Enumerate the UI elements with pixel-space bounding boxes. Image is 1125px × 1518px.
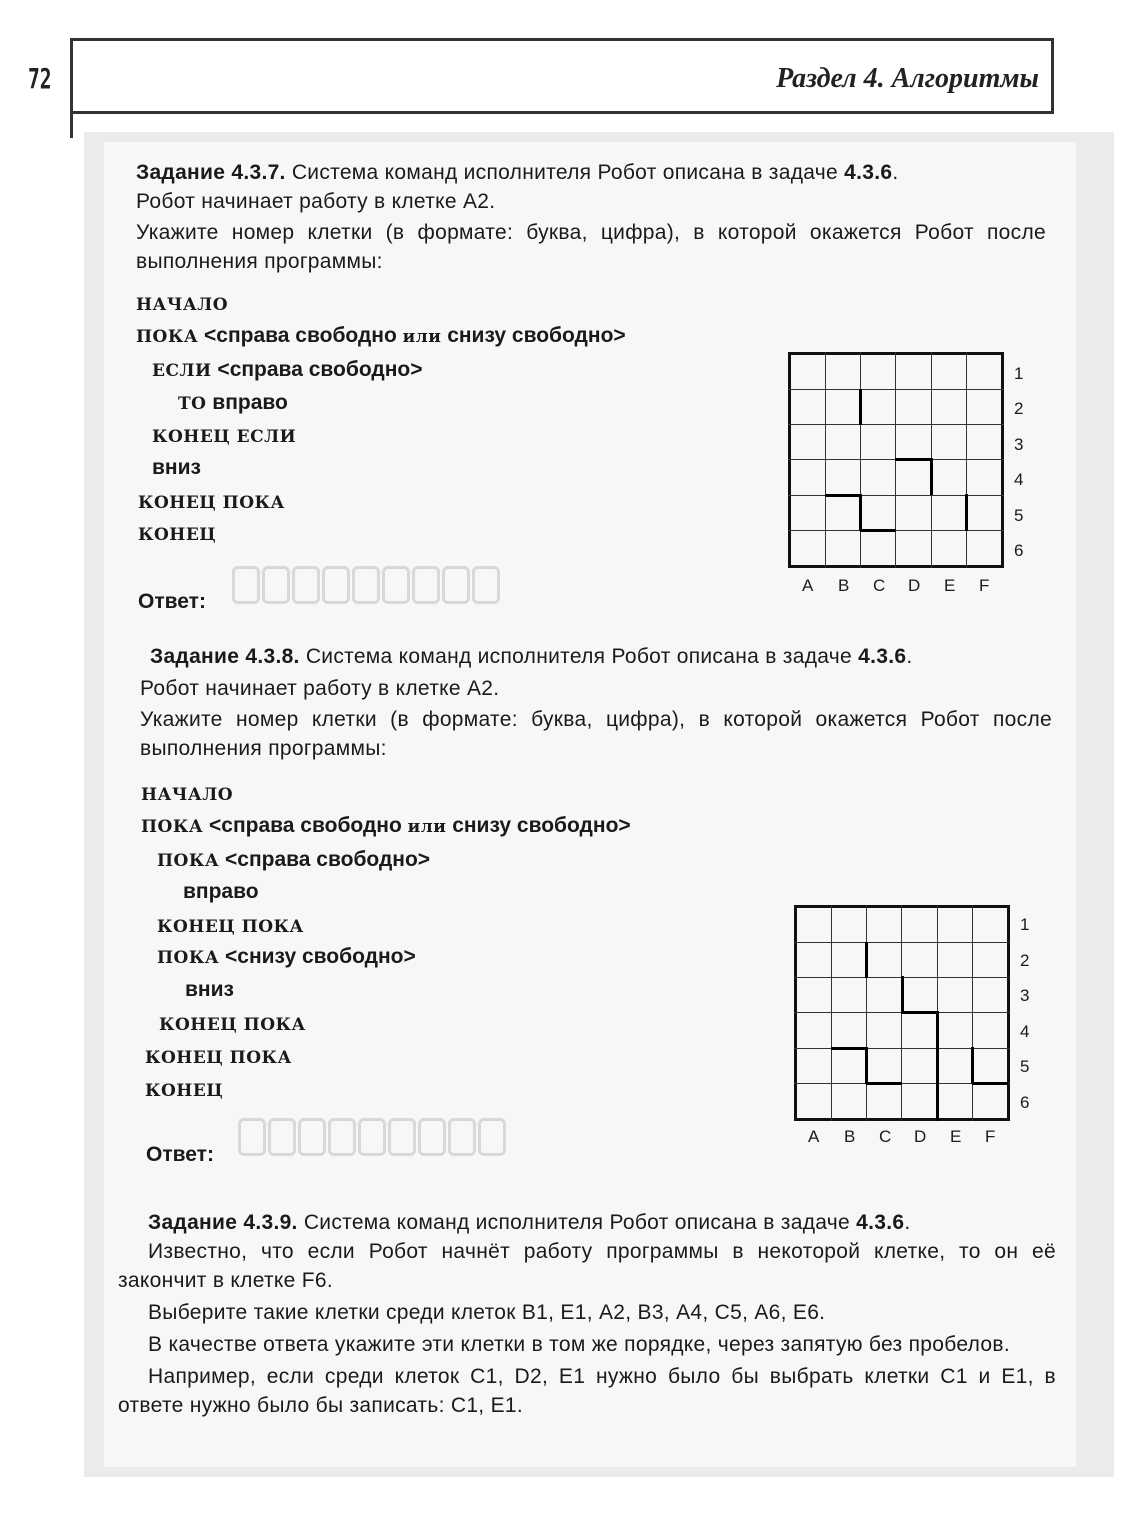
section-header — [70, 38, 1054, 114]
row-label: 3 — [1014, 435, 1024, 454]
task-question: Укажите номер клетки (в формате: буква, цифра), в которой окажется Робот после выполнения программы: — [140, 708, 1052, 760]
section-title: Раздел 4. Алгоритмы — [776, 63, 1039, 94]
wall — [865, 1047, 868, 1084]
header-divider — [70, 112, 73, 138]
row-label: 2 — [1014, 399, 1024, 418]
code-line: КОНЕЦ ПОКА — [159, 1015, 306, 1035]
col-label: F — [985, 1127, 996, 1146]
task-title: Задание 4.3.8. — [150, 645, 300, 668]
row-label: 5 — [1020, 1057, 1030, 1076]
wall — [971, 1047, 974, 1084]
row-label: 5 — [1014, 506, 1024, 525]
code-line: ТО вправо — [178, 391, 288, 414]
code-line: КОНЕЦ — [138, 525, 217, 545]
row-label: 1 — [1014, 364, 1024, 383]
task-start: Робот начинает работу в клетке А2. — [140, 677, 500, 700]
wall — [859, 389, 862, 425]
code-line: вправо — [183, 880, 259, 903]
code-line: НАЧАЛО — [141, 785, 234, 805]
task-intro: Система команд исполнителя Робот описана в задаче — [291, 161, 839, 184]
col-label: D — [908, 576, 921, 595]
wall — [865, 942, 868, 978]
row-label: 6 — [1020, 1093, 1030, 1112]
row-label: 4 — [1014, 470, 1024, 489]
wall — [965, 494, 968, 531]
task-paragraph: Выберите такие клетки среди клеток В1, Е1, А2, В3, А4, С5, А6, Е6. — [148, 1301, 826, 1324]
task-start: Робот начинает работу в клетке А2. — [136, 190, 496, 213]
code-line: ПОКА <снизу свободно> — [157, 945, 416, 968]
task-intro: Система команд исполнителя Робот описана в задаче — [303, 1211, 851, 1234]
code-line: КОНЕЦ ПОКА — [145, 1048, 292, 1068]
task-intro: Система команд исполнителя Робот описана в задаче — [305, 645, 853, 668]
task-paragraph: Например, если среди клеток С1, D2, Е1 нужно было бы выбрать клетки С1 и Е1, в ответе нужно было бы записать: С1, Е1. — [118, 1365, 1056, 1417]
col-label: B — [838, 576, 850, 595]
code-line: вниз — [185, 978, 234, 1001]
answer-label: Ответ: — [146, 1143, 214, 1166]
col-label: C — [879, 1127, 892, 1146]
code-line: КОНЕЦ — [145, 1081, 224, 1101]
code-line: вниз — [152, 456, 201, 479]
task-ref: 4.3.6 — [856, 1211, 905, 1234]
wall — [936, 1011, 939, 1121]
task-ref: 4.3.6 — [858, 645, 907, 668]
col-label: A — [808, 1127, 820, 1146]
code-line: КОНЕЦ ПОКА — [138, 493, 285, 513]
col-label: E — [944, 576, 956, 595]
answer-input-cells[interactable] — [232, 566, 502, 604]
task-ref: 4.3.6 — [844, 161, 893, 184]
code-line: КОНЕЦ ПОКА — [157, 917, 304, 937]
task-4-3-7-text: Задание 4.3.7. Система команд исполнителя Робот описана в задаче 4.3.6. Робот начинает работу в клетке А2. Укажите номер клетки (в формате: буква, цифра), в которой окажется Робот после выполнения программы: — [106, 158, 1046, 276]
wall — [831, 1047, 867, 1050]
wall — [866, 1082, 902, 1085]
wall — [895, 458, 931, 461]
row-label: 2 — [1020, 951, 1030, 970]
answer-label: Ответ: — [138, 590, 206, 613]
task-paragraph: Известно, что если Робот начнёт работу программы в некоторой клетке, то он её закончит в клетке F6. — [118, 1240, 1056, 1292]
col-label: D — [914, 1127, 927, 1146]
row-label: 6 — [1014, 541, 1024, 560]
task-question: Укажите номер клетки (в формате: буква, цифра), в которой окажется Робот после выполнения программы: — [136, 221, 1046, 273]
col-label: C — [873, 576, 886, 595]
code-line: ПОКА <справа свободно или снизу свободно> — [136, 324, 626, 347]
wall — [930, 458, 933, 495]
col-label: F — [979, 576, 990, 595]
row-label: 4 — [1020, 1022, 1030, 1041]
code-line: КОНЕЦ ЕСЛИ — [152, 427, 297, 447]
code-line: НАЧАЛО — [136, 295, 229, 315]
wall — [901, 1011, 937, 1014]
answer-input-cells[interactable] — [238, 1118, 508, 1156]
col-label: B — [844, 1127, 856, 1146]
code-line: ЕСЛИ <справа свободно> — [152, 358, 423, 381]
task-title: Задание 4.3.9. — [148, 1211, 298, 1234]
col-label: E — [950, 1127, 962, 1146]
task-4-3-9-text: Задание 4.3.9. Система команд исполнителя Робот описана в задаче 4.3.6. Известно, что если Робот начнёт работу программы в некоторой клетке, то он её закончит в клетке F6. Выберите такие клетки среди клеток В1, Е1, А2, В3, А4, С5, А6, Е6. В качестве ответа укажите эти клетки в том же порядке, через запятую без пробелов. Например, если среди клеток С1, D2, Е1 нужно было бы выбрать клетки С1 и Е1, в ответе нужно было бы записать: С1, Е1. — [118, 1208, 1056, 1420]
code-line: ПОКА <справа свободно или снизу свободно> — [141, 814, 631, 837]
row-label: 1 — [1020, 915, 1030, 934]
task-title: Задание 4.3.7. — [136, 161, 286, 184]
task-paragraph: В качестве ответа укажите эти клетки в том же порядке, через запятую без пробелов. — [148, 1333, 1010, 1356]
wall — [901, 976, 904, 1013]
code-line: ПОКА <справа свободно> — [157, 848, 431, 871]
wall — [972, 1082, 1008, 1085]
page-number: 72 — [28, 62, 52, 95]
wall — [859, 494, 862, 531]
wall — [825, 494, 861, 497]
wall — [860, 529, 896, 532]
col-label: A — [802, 576, 814, 595]
row-label: 3 — [1020, 986, 1030, 1005]
task-4-3-8-text: Задание 4.3.8. Система команд исполнителя Робот описана в задаче 4.3.6. Робот начинает работу в клетке А2. Укажите номер клетки (в формате: буква, цифра), в которой окажется Робот после выполнения программы: — [112, 642, 1052, 763]
